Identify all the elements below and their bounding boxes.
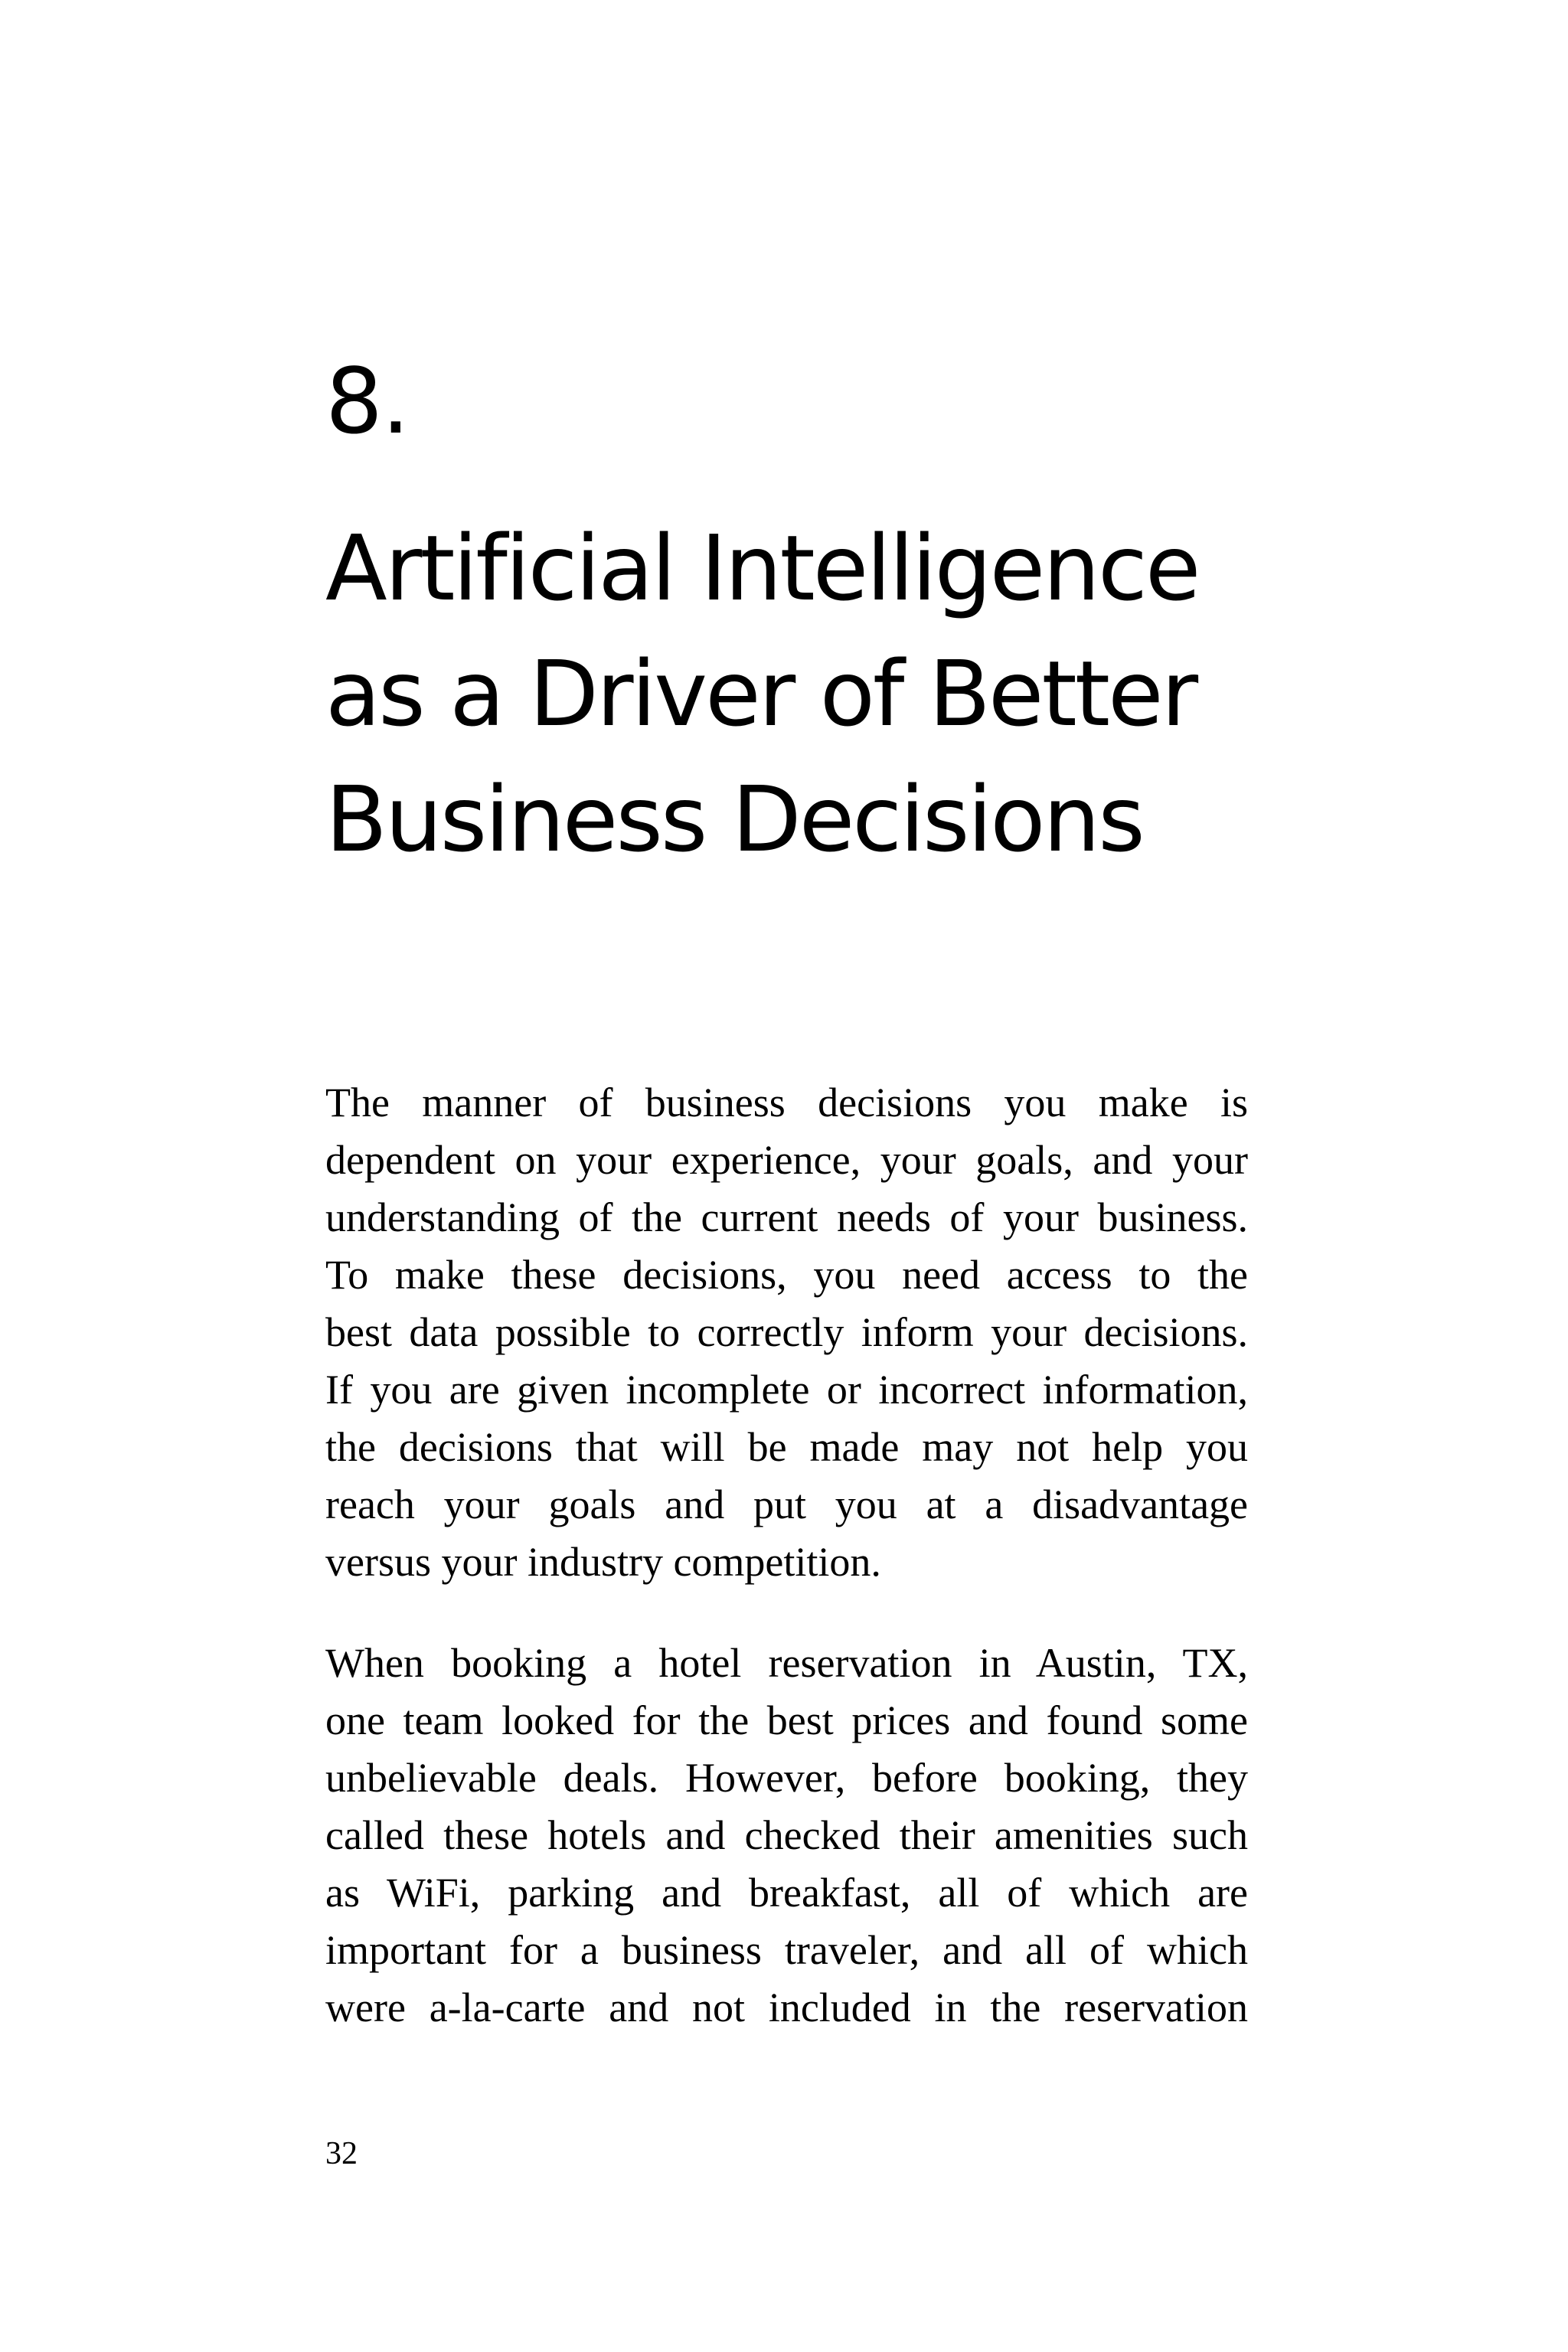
text-line: understanding of the current needs of your business. — [325, 1194, 1248, 1240]
text-line: When booking a hotel reservation in Austin, TX, — [325, 1640, 1248, 1686]
text-line: the decisions that will be made may not help you — [325, 1424, 1248, 1470]
text-line: as WiFi, parking and breakfast, all of which are — [325, 1870, 1248, 1916]
text-line: dependent on your experience, your goals, and your — [325, 1137, 1248, 1183]
body-paragraph-2 — [325, 1635, 1248, 2037]
text-line: important for a business traveler, and all of which — [325, 1927, 1248, 1973]
text-line: If you are given incomplete or incorrect information, — [325, 1367, 1248, 1413]
text-line: were a-la-carte and not included in the reservation — [325, 1984, 1248, 2030]
chapter-title — [325, 505, 1321, 882]
text-line: unbelievable deals. However, before booking, they — [325, 1755, 1248, 1801]
body-paragraph-1 — [325, 1074, 1248, 1591]
text-line: called these hotels and checked their amenities such — [325, 1812, 1248, 1858]
chapter-title-line: Business Decisions — [325, 766, 1143, 872]
chapter-title-line: Artificial Intelligence — [325, 515, 1199, 621]
text-line: To make these decisions, you need access to the — [325, 1252, 1248, 1298]
page-number: 32 — [325, 2136, 358, 2171]
text-line: reach your goals and put you at a disadvantage — [325, 1481, 1248, 1527]
chapter-title-line: as a Driver of Better — [325, 641, 1197, 746]
text-line: versus your industry competition. — [325, 1539, 881, 1585]
chapter-number: 8. — [325, 348, 409, 454]
text-line: best data possible to correctly inform your decisions. — [325, 1309, 1248, 1355]
text-line: The manner of business decisions you make is — [325, 1080, 1248, 1125]
text-line: one team looked for the best prices and found some — [325, 1697, 1248, 1743]
